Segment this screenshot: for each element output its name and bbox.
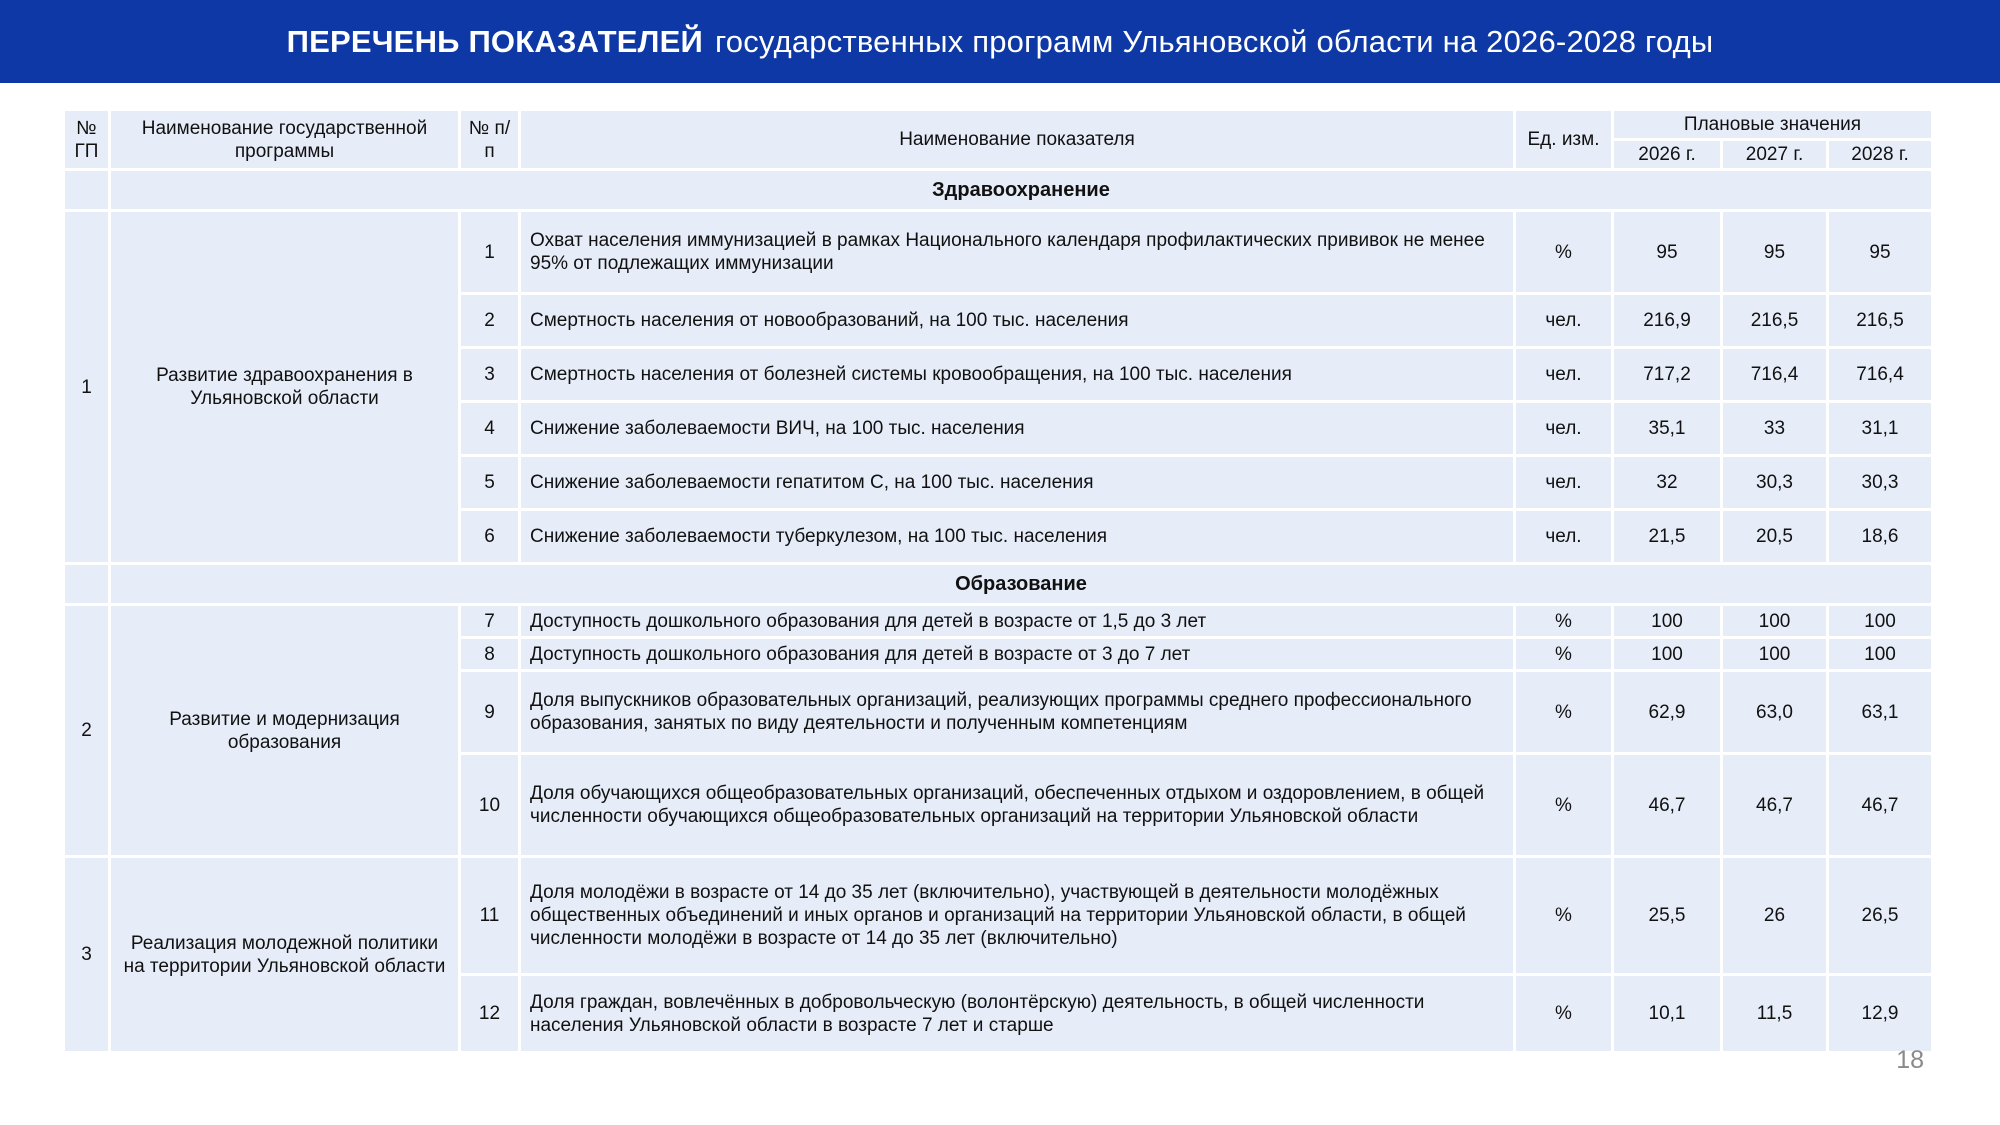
section-title: Здравоохранение — [111, 171, 1931, 209]
indicator-name-cell: Доля выпускников образовательных организаций, реализующих программы среднего профессионального образования, занятых по виду деятельности и полученным компетенциям — [521, 672, 1513, 752]
row-number-cell: 9 — [461, 672, 518, 752]
value-2028-cell: 100 — [1829, 639, 1931, 669]
section-gp-empty-cell — [65, 171, 108, 209]
row-number-cell: 2 — [461, 295, 518, 346]
program-name-cell: Реализация молодежной политики на территории Ульяновской области — [111, 858, 458, 1051]
row-number-cell: 11 — [461, 858, 518, 973]
indicator-name-cell: Доступность дошкольного образования для детей в возрасте от 1,5 до 3 лет — [521, 606, 1513, 636]
indicator-name-cell: Смертность населения от новообразований, на 100 тыс. населения — [521, 295, 1513, 346]
section-title: Образование — [111, 565, 1931, 603]
value-2026-cell: 46,7 — [1614, 755, 1720, 855]
unit-cell: чел. — [1516, 349, 1611, 400]
table-body — [65, 171, 1931, 1051]
row-number-cell: 5 — [461, 457, 518, 508]
value-2027-cell: 216,5 — [1723, 295, 1826, 346]
row-number-cell: 12 — [461, 976, 518, 1051]
section-row — [65, 565, 1931, 603]
value-2027-cell: 95 — [1723, 212, 1826, 292]
page-number: 18 — [1896, 1046, 1924, 1074]
indicator-row — [65, 606, 1931, 636]
indicator-name-cell: Доля граждан, вовлечённых в добровольческую (волонтёрскую) деятельность, в общей численности населения Ульяновской области в возрасте 7 лет и старше — [521, 976, 1513, 1051]
indicator-row — [65, 212, 1931, 292]
value-2026-cell: 95 — [1614, 212, 1720, 292]
value-2028-cell: 100 — [1829, 606, 1931, 636]
value-2028-cell: 95 — [1829, 212, 1931, 292]
unit-cell: % — [1516, 858, 1611, 973]
header-year-2026: 2026 г. — [1614, 141, 1720, 168]
value-2027-cell: 20,5 — [1723, 511, 1826, 562]
indicator-row — [65, 858, 1931, 973]
unit-cell: чел. — [1516, 457, 1611, 508]
value-2027-cell: 33 — [1723, 403, 1826, 454]
value-2027-cell: 26 — [1723, 858, 1826, 973]
value-2027-cell: 11,5 — [1723, 976, 1826, 1051]
value-2028-cell: 31,1 — [1829, 403, 1931, 454]
row-number-cell: 4 — [461, 403, 518, 454]
unit-cell: чел. — [1516, 403, 1611, 454]
slide-title-bold: ПЕРЕЧЕНЬ ПОКАЗАТЕЛЕЙ — [286, 23, 703, 59]
row-number-cell: 7 — [461, 606, 518, 636]
indicators-table-wrap — [62, 108, 1934, 1054]
unit-cell: чел. — [1516, 295, 1611, 346]
value-2026-cell: 25,5 — [1614, 858, 1720, 973]
header-indicator-name: Наименование показателя — [521, 111, 1513, 168]
indicator-name-cell: Доступность дошкольного образования для детей в возрасте от 3 до 7 лет — [521, 639, 1513, 669]
value-2027-cell: 63,0 — [1723, 672, 1826, 752]
header-planned-values: Плановые значения — [1614, 111, 1931, 138]
unit-cell: чел. — [1516, 511, 1611, 562]
indicator-name-cell: Снижение заболеваемости туберкулезом, на 100 тыс. населения — [521, 511, 1513, 562]
program-name-cell: Развитие здравоохранения в Ульяновской области — [111, 212, 458, 562]
row-number-cell: 1 — [461, 212, 518, 292]
value-2027-cell: 30,3 — [1723, 457, 1826, 508]
section-gp-empty-cell — [65, 565, 108, 603]
value-2026-cell: 216,9 — [1614, 295, 1720, 346]
unit-cell: % — [1516, 672, 1611, 752]
section-row — [65, 171, 1931, 209]
row-number-cell: 10 — [461, 755, 518, 855]
header-program-name: Наименование государственной программы — [111, 111, 458, 168]
value-2026-cell: 21,5 — [1614, 511, 1720, 562]
slide-title-bar — [0, 0, 2000, 83]
indicator-name-cell: Смертность населения от болезней системы кровообращения, на 100 тыс. населения — [521, 349, 1513, 400]
value-2028-cell: 716,4 — [1829, 349, 1931, 400]
indicator-name-cell: Охват населения иммунизацией в рамках Национального календаря профилактических прививок не менее 95% от подлежащих иммунизации — [521, 212, 1513, 292]
value-2026-cell: 32 — [1614, 457, 1720, 508]
unit-cell: % — [1516, 755, 1611, 855]
row-number-cell: 6 — [461, 511, 518, 562]
value-2028-cell: 216,5 — [1829, 295, 1931, 346]
value-2026-cell: 100 — [1614, 639, 1720, 669]
value-2028-cell: 63,1 — [1829, 672, 1931, 752]
gp-number-cell: 2 — [65, 606, 108, 855]
value-2028-cell: 46,7 — [1829, 755, 1931, 855]
value-2027-cell: 46,7 — [1723, 755, 1826, 855]
value-2026-cell: 717,2 — [1614, 349, 1720, 400]
indicator-name-cell: Доля обучающихся общеобразовательных организаций, обеспеченных отдыхом и оздоровлением, в общей численности обучающихся общеобразовательных организаций на территории Ульяновской области — [521, 755, 1513, 855]
unit-cell: % — [1516, 212, 1611, 292]
value-2027-cell: 100 — [1723, 606, 1826, 636]
gp-number-cell: 3 — [65, 858, 108, 1051]
value-2028-cell: 12,9 — [1829, 976, 1931, 1051]
program-name-cell: Развитие и модернизация образования — [111, 606, 458, 855]
indicator-name-cell: Доля молодёжи в возрасте от 14 до 35 лет (включительно), участвующей в деятельности молодёжных общественных объединений и иных органов и организаций на территории Ульяновской области, в общей численности молодёжи в возрасте от 14 до 35 лет (включительно) — [521, 858, 1513, 973]
value-2026-cell: 35,1 — [1614, 403, 1720, 454]
row-number-cell: 3 — [461, 349, 518, 400]
header-unit: Ед. изм. — [1516, 111, 1611, 168]
value-2028-cell: 18,6 — [1829, 511, 1931, 562]
value-2028-cell: 30,3 — [1829, 457, 1931, 508]
header-row-number: № п/п — [461, 111, 518, 168]
value-2026-cell: 100 — [1614, 606, 1720, 636]
header-year-2027: 2027 г. — [1723, 141, 1826, 168]
value-2026-cell: 10,1 — [1614, 976, 1720, 1051]
indicator-name-cell: Снижение заболеваемости гепатитом С, на 100 тыс. населения — [521, 457, 1513, 508]
slide-title-regular: государственных программ Ульяновской области на 2026-2028 годы — [714, 23, 1714, 59]
value-2026-cell: 62,9 — [1614, 672, 1720, 752]
table-header — [65, 111, 1931, 168]
indicator-name-cell: Снижение заболеваемости ВИЧ, на 100 тыс. населения — [521, 403, 1513, 454]
value-2028-cell: 26,5 — [1829, 858, 1931, 973]
value-2027-cell: 100 — [1723, 639, 1826, 669]
gp-number-cell: 1 — [65, 212, 108, 562]
indicators-table — [62, 108, 1934, 1054]
unit-cell: % — [1516, 606, 1611, 636]
row-number-cell: 8 — [461, 639, 518, 669]
unit-cell: % — [1516, 639, 1611, 669]
value-2027-cell: 716,4 — [1723, 349, 1826, 400]
header-year-2028: 2028 г. — [1829, 141, 1931, 168]
unit-cell: % — [1516, 976, 1611, 1051]
header-gp-number: № ГП — [65, 111, 108, 168]
